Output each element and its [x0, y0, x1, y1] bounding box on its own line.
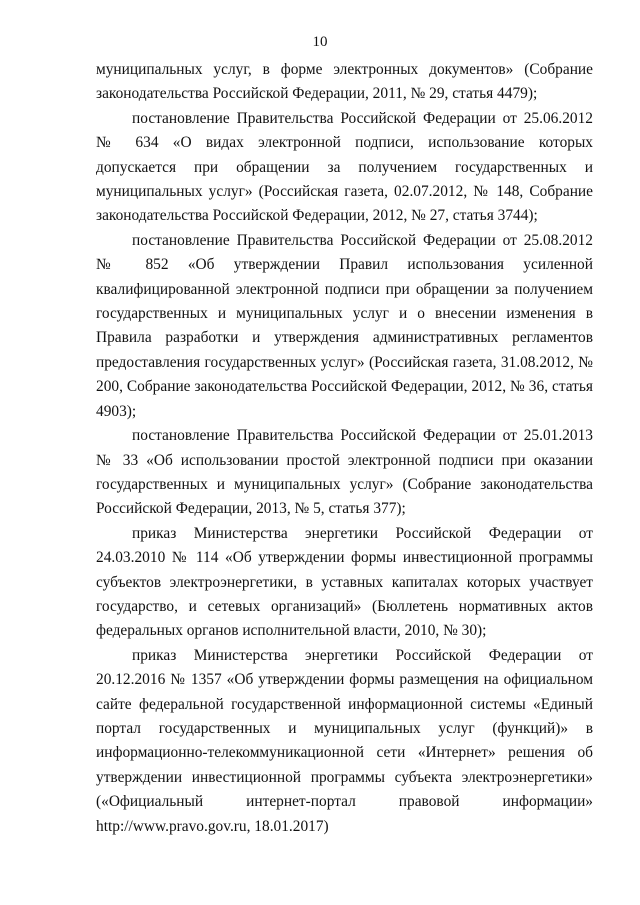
paragraph-order-1357: приказ Министерства энергетики Российской Федерации от 20.12.2016 № 1357 «Об утверждении формы размещения на официальном сайте федеральной государственной информационной системы «Единый портал государственных и муниципальных услуг (функций)» в информационно-телекоммуникационной сети «Интернет» решения об утверждении инвестиционной программы субъекта электроэнергетики» («Официальный интернет-портал правовой информации» http://www.pravo.gov.ru, 18.01.2017)	[96, 646, 593, 835]
body-text	[96, 58, 593, 839]
paragraph-order-114: приказ Министерства энергетики Российской Федерации от 24.03.2010 № 114 «Об утверждении формы инвестиционной программы субъектов электроэнергетики, в уставных капиталах которых участвует государство, и сетевых организаций» (Бюллетень нормативных актов федеральных органов исполнительной власти, 2010, № 30);	[96, 524, 593, 640]
paragraph-resolution-852: постановление Правительства Российской Федерации от 25.08.2012 № 852 «Об утверждении Правил использования усиленной квалифицированной электронной подписи при обращении за получением государственных и муниципальных услуг и о внесении изменения в Правила разработки и утверждения административных регламентов предоставления государственных услуг» (Российская газета, 31.08.2012, № 200, Собрание законодательства Российской Федерации, 2012, № 36, статья 4903);	[96, 231, 593, 420]
paragraph-law-continuation: муниципальных услуг, в форме электронных документов» (Собрание законодательства Российской Федерации, 2011, № 29, статья 4479);	[96, 61, 593, 103]
paragraph-resolution-634: постановление Правительства Российской Федерации от 25.06.2012 № 634 «О видах электронной подписи, использование которых допускается при обращении за получением государственных и муниципальных услуг» (Российская газета, 02.07.2012, № 148, Собрание законодательства Российской Федерации, 2012, № 27, статья 3744);	[96, 109, 593, 225]
paragraph-resolution-33: постановление Правительства Российской Федерации от 25.01.2013 № 33 «Об использовании простой электронной подписи при оказании государственных и муниципальных услуг» (Собрание законодательства Российской Федерации, 2013, № 5, статья 377);	[96, 427, 593, 518]
page-number: 10	[312, 34, 328, 50]
